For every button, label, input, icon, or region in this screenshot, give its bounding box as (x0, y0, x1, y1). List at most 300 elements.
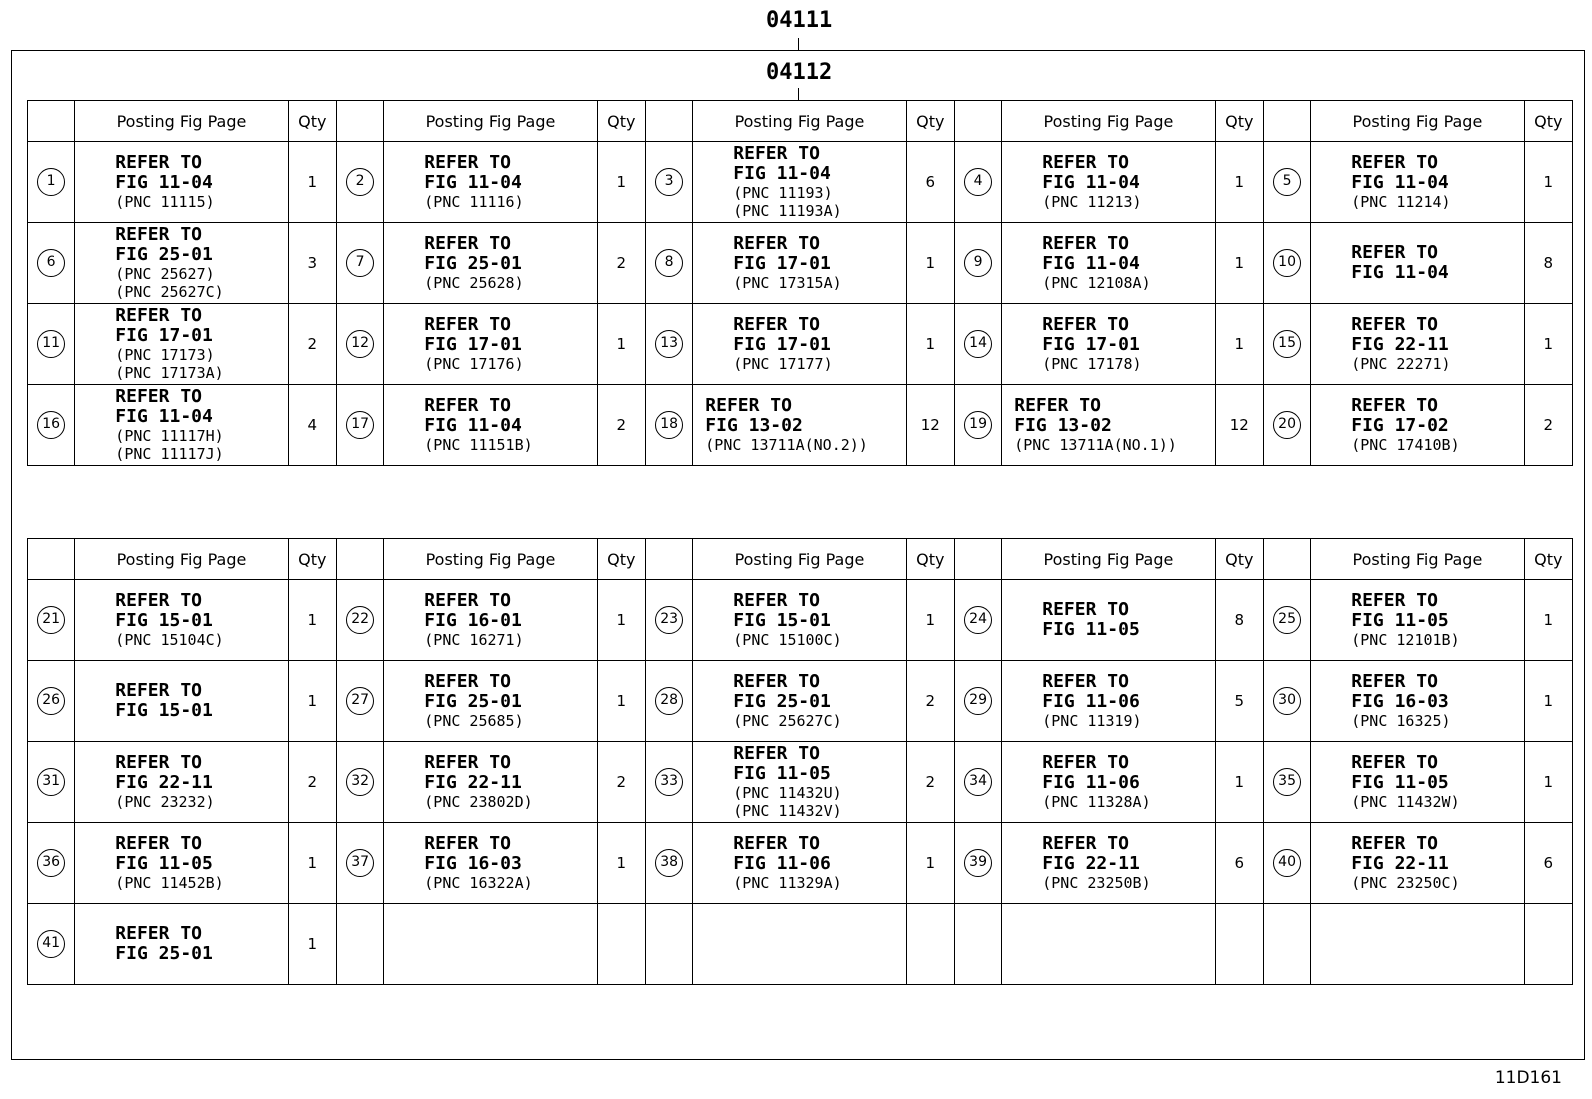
fig-reference: FIG 16-01 (424, 610, 522, 631)
table-row (28, 223, 1573, 304)
item-number-callout: 40 (1273, 849, 1301, 877)
pnc-code: (PNC 17176) (424, 355, 524, 373)
item-number-cell (954, 385, 1001, 466)
qty-value: 12 (920, 416, 940, 434)
refer-to-text: REFER TO (1042, 233, 1129, 254)
header-qty: Qty (288, 539, 336, 580)
fig-reference: FIG 16-03 (424, 853, 522, 874)
item-number-cell (645, 142, 692, 223)
qty-value: 2 (925, 773, 936, 791)
pnc-code: (PNC 17177) (733, 355, 833, 373)
outer-code-leader-line (798, 38, 799, 50)
pnc-code: (PNC 17173) (115, 346, 215, 364)
fig-reference: FIG 17-01 (424, 334, 522, 355)
fig-reference: FIG 15-01 (115, 610, 213, 631)
parts-table-lower (27, 538, 1573, 985)
item-number-callout: 26 (37, 687, 65, 715)
pnc-code: (PNC 17173A) (115, 364, 224, 382)
fig-reference: FIG 11-06 (733, 853, 831, 874)
item-number-callout: 7 (346, 249, 374, 277)
pnc-code: (PNC 17315A) (733, 274, 842, 292)
qty-value: 6 (925, 173, 936, 191)
table-row (28, 385, 1573, 466)
posting-fig-page-cell (1311, 742, 1524, 823)
fig-reference: FIG 17-01 (1042, 334, 1140, 355)
table-row (28, 304, 1573, 385)
item-number-cell (1263, 904, 1310, 985)
item-number-callout: 2 (346, 168, 374, 196)
fig-reference: FIG 13-02 (1014, 415, 1112, 436)
qty-cell (906, 142, 954, 223)
qty-cell (906, 823, 954, 904)
posting-fig-page-cell (1311, 385, 1524, 466)
qty-value: 1 (1234, 773, 1245, 791)
refer-to-text: REFER TO (1351, 671, 1438, 692)
pnc-code: (PNC 11193A) (733, 202, 842, 220)
item-number-callout: 23 (655, 606, 683, 634)
qty-value: 6 (1234, 854, 1245, 872)
item-number-callout: 5 (1273, 168, 1301, 196)
item-number-callout: 9 (964, 249, 992, 277)
qty-cell (906, 580, 954, 661)
refer-to-text: REFER TO (115, 224, 202, 245)
posting-fig-page-cell (75, 223, 288, 304)
qty-value: 1 (925, 611, 936, 629)
qty-value: 1 (307, 692, 318, 710)
pnc-code: (PNC 12101B) (1351, 631, 1460, 649)
fig-reference: FIG 25-01 (115, 244, 213, 265)
fig-reference: FIG 11-05 (1042, 619, 1140, 640)
pnc-code: (PNC 11452B) (115, 874, 224, 892)
item-number-cell (954, 823, 1001, 904)
item-number-cell (954, 580, 1001, 661)
fig-reference: FIG 22-11 (115, 772, 213, 793)
item-number-cell (954, 304, 1001, 385)
refer-to-text: REFER TO (733, 314, 820, 335)
qty-value: 1 (1543, 335, 1554, 353)
refer-to-text: REFER TO (115, 386, 202, 407)
refer-to-text: REFER TO (424, 590, 511, 611)
fig-reference: FIG 25-01 (424, 691, 522, 712)
posting-fig-page-cell (1311, 304, 1524, 385)
qty-cell (597, 742, 645, 823)
refer-to-text: REFER TO (115, 833, 202, 854)
header-index-cell (28, 539, 75, 580)
header-index-cell (645, 539, 692, 580)
table-row (28, 904, 1573, 985)
refer-to-text: REFER TO (115, 752, 202, 773)
refer-to-text: REFER TO (1042, 152, 1129, 173)
qty-cell (288, 142, 336, 223)
pnc-code: (PNC 16271) (424, 631, 524, 649)
header-posting-fig-page: Posting Fig Page (693, 101, 906, 142)
posting-fig-page-cell (693, 304, 906, 385)
fig-reference: FIG 22-11 (1042, 853, 1140, 874)
posting-fig-page-cell (1002, 742, 1215, 823)
posting-fig-page-cell (1002, 580, 1215, 661)
qty-cell (1524, 823, 1572, 904)
fig-reference: FIG 22-11 (424, 772, 522, 793)
posting-fig-page-cell (384, 742, 597, 823)
header-posting-fig-page: Posting Fig Page (1002, 539, 1215, 580)
posting-fig-page-cell (1002, 142, 1215, 223)
posting-fig-page-cell (693, 385, 906, 466)
pnc-code: (PNC 11116) (424, 193, 524, 211)
table-header-row (28, 539, 1573, 580)
pnc-code: (PNC 25627) (115, 265, 215, 283)
qty-cell (1524, 142, 1572, 223)
header-index-cell (645, 101, 692, 142)
header-qty: Qty (906, 539, 954, 580)
header-posting-fig-page: Posting Fig Page (75, 101, 288, 142)
qty-value: 1 (1543, 692, 1554, 710)
item-number-callout: 24 (964, 606, 992, 634)
pnc-code: (PNC 11319) (1042, 712, 1142, 730)
qty-cell (1215, 142, 1263, 223)
header-index-cell (954, 101, 1001, 142)
posting-fig-page-cell (1311, 580, 1524, 661)
posting-fig-page-cell (1311, 661, 1524, 742)
posting-fig-page-cell (384, 223, 597, 304)
refer-to-text: REFER TO (1351, 752, 1438, 773)
qty-value: 2 (307, 773, 318, 791)
qty-cell (906, 661, 954, 742)
pnc-code: (PNC 11117J) (115, 445, 224, 463)
item-number-callout: 13 (655, 330, 683, 358)
refer-to-text: REFER TO (733, 233, 820, 254)
posting-fig-page-cell (1311, 823, 1524, 904)
header-posting-fig-page: Posting Fig Page (1311, 101, 1524, 142)
posting-fig-page-cell (693, 142, 906, 223)
fig-reference: FIG 25-01 (733, 691, 831, 712)
refer-to-text: REFER TO (1042, 599, 1129, 620)
qty-cell (597, 904, 645, 985)
item-number-cell (336, 223, 383, 304)
header-qty: Qty (906, 101, 954, 142)
refer-to-text: REFER TO (424, 395, 511, 416)
refer-to-text: REFER TO (424, 233, 511, 254)
item-number-callout: 25 (1273, 606, 1301, 634)
pnc-code: (PNC 11213) (1042, 193, 1142, 211)
qty-cell (906, 304, 954, 385)
posting-fig-page-cell (384, 661, 597, 742)
item-number-cell (1263, 304, 1310, 385)
table-header-row (28, 101, 1573, 142)
qty-cell (597, 661, 645, 742)
qty-cell (597, 385, 645, 466)
item-number-callout: 3 (655, 168, 683, 196)
qty-cell (1524, 580, 1572, 661)
item-number-callout: 16 (37, 411, 65, 439)
item-number-cell (1263, 580, 1310, 661)
header-posting-fig-page: Posting Fig Page (1002, 101, 1215, 142)
qty-value: 2 (925, 692, 936, 710)
header-posting-fig-page: Posting Fig Page (384, 101, 597, 142)
item-number-callout: 28 (655, 687, 683, 715)
fig-reference: FIG 15-01 (115, 700, 213, 721)
posting-fig-page-cell (384, 304, 597, 385)
posting-fig-page-cell (1002, 223, 1215, 304)
qty-value: 2 (616, 416, 627, 434)
qty-cell (1215, 742, 1263, 823)
pnc-code: (PNC 11432U) (733, 784, 842, 802)
item-number-cell (336, 823, 383, 904)
qty-cell (597, 580, 645, 661)
qty-cell (906, 223, 954, 304)
outer-assembly-code: 04111 (766, 8, 833, 33)
header-qty: Qty (1215, 101, 1263, 142)
fig-reference: FIG 11-04 (1351, 172, 1449, 193)
fig-reference: FIG 11-05 (115, 853, 213, 874)
fig-reference: FIG 15-01 (733, 610, 831, 631)
item-number-cell (645, 580, 692, 661)
qty-value: 1 (307, 173, 318, 191)
table-row (28, 823, 1573, 904)
fig-reference: FIG 11-05 (1351, 772, 1449, 793)
refer-to-text: REFER TO (115, 305, 202, 326)
table-row (28, 142, 1573, 223)
item-number-cell (336, 304, 383, 385)
qty-value: 1 (307, 854, 318, 872)
pnc-code: (PNC 11117H) (115, 427, 224, 445)
posting-fig-page-cell (1002, 385, 1215, 466)
item-number-cell (1263, 742, 1310, 823)
pnc-code: (PNC 15100C) (733, 631, 842, 649)
qty-value: 1 (616, 854, 627, 872)
table-row (28, 742, 1573, 823)
pnc-code: (PNC 11328A) (1042, 793, 1151, 811)
pnc-code: (PNC 11151B) (424, 436, 533, 454)
item-number-cell (336, 385, 383, 466)
posting-fig-page-cell (693, 223, 906, 304)
refer-to-text: REFER TO (733, 590, 820, 611)
item-number-cell (1263, 661, 1310, 742)
refer-to-text: REFER TO (1351, 314, 1438, 335)
qty-value: 1 (616, 335, 627, 353)
item-number-callout: 17 (346, 411, 374, 439)
fig-reference: FIG 17-01 (115, 325, 213, 346)
item-number-callout: 4 (964, 168, 992, 196)
qty-cell (288, 580, 336, 661)
item-number-cell (28, 823, 75, 904)
posting-fig-page-cell (384, 580, 597, 661)
pnc-code: (PNC 22271) (1351, 355, 1451, 373)
qty-cell (1524, 304, 1572, 385)
qty-value: 1 (307, 611, 318, 629)
header-qty: Qty (597, 101, 645, 142)
pnc-code: (PNC 25627C) (115, 283, 224, 301)
qty-cell (288, 823, 336, 904)
refer-to-text: REFER TO (115, 680, 202, 701)
refer-to-text: REFER TO (424, 833, 511, 854)
refer-to-text: REFER TO (733, 143, 820, 164)
pnc-code: (PNC 23250B) (1042, 874, 1151, 892)
item-number-cell (645, 823, 692, 904)
item-number-callout: 14 (964, 330, 992, 358)
qty-cell (906, 742, 954, 823)
qty-cell (1524, 223, 1572, 304)
posting-fig-page-cell (693, 580, 906, 661)
item-number-cell (954, 661, 1001, 742)
pnc-code: (PNC 11432V) (733, 802, 842, 820)
header-index-cell (954, 539, 1001, 580)
fig-reference: FIG 22-11 (1351, 853, 1449, 874)
item-number-callout: 34 (964, 768, 992, 796)
pnc-code: (PNC 15104C) (115, 631, 224, 649)
item-number-callout: 39 (964, 849, 992, 877)
qty-value: 1 (925, 335, 936, 353)
item-number-callout: 1 (37, 168, 65, 196)
refer-to-text: REFER TO (733, 743, 820, 764)
item-number-callout: 20 (1273, 411, 1301, 439)
refer-to-text: REFER TO (424, 152, 511, 173)
posting-fig-page-cell (75, 580, 288, 661)
refer-to-text: REFER TO (1042, 671, 1129, 692)
header-qty: Qty (1215, 539, 1263, 580)
pnc-code: (PNC 25627C) (733, 712, 842, 730)
header-qty: Qty (1524, 539, 1572, 580)
fig-reference: FIG 11-04 (424, 172, 522, 193)
refer-to-text: REFER TO (1042, 833, 1129, 854)
fig-reference: FIG 11-04 (1351, 262, 1449, 283)
refer-to-text: REFER TO (1042, 314, 1129, 335)
fig-reference: FIG 16-03 (1351, 691, 1449, 712)
qty-value: 2 (616, 254, 627, 272)
inner-assembly-code: 04112 (766, 60, 833, 85)
item-number-cell (336, 142, 383, 223)
fig-reference: FIG 17-02 (1351, 415, 1449, 436)
qty-cell (1215, 385, 1263, 466)
table-row (28, 661, 1573, 742)
fig-reference: FIG 17-01 (733, 253, 831, 274)
header-qty: Qty (597, 539, 645, 580)
qty-value: 2 (616, 773, 627, 791)
refer-to-text: REFER TO (1042, 752, 1129, 773)
posting-fig-page-cell (1311, 223, 1524, 304)
item-number-cell (28, 142, 75, 223)
item-number-cell (336, 661, 383, 742)
posting-fig-page-cell (384, 385, 597, 466)
item-number-cell (28, 661, 75, 742)
qty-value: 1 (616, 173, 627, 191)
qty-cell (1215, 823, 1263, 904)
header-index-cell (336, 539, 383, 580)
fig-reference: FIG 25-01 (115, 943, 213, 964)
qty-value: 3 (307, 254, 318, 272)
header-posting-fig-page: Posting Fig Page (1311, 539, 1524, 580)
header-index-cell (28, 101, 75, 142)
header-posting-fig-page: Posting Fig Page (693, 539, 906, 580)
posting-fig-page-cell (75, 304, 288, 385)
posting-fig-page-cell (384, 904, 597, 985)
qty-cell (1524, 661, 1572, 742)
pnc-code: (PNC 17178) (1042, 355, 1142, 373)
qty-value: 1 (616, 611, 627, 629)
refer-to-text: REFER TO (115, 590, 202, 611)
drawing-code: 11D161 (1494, 1068, 1562, 1088)
pnc-code: (PNC 17410B) (1351, 436, 1460, 454)
item-number-cell (954, 742, 1001, 823)
qty-cell (597, 823, 645, 904)
refer-to-text: REFER TO (1351, 242, 1438, 263)
item-number-callout: 19 (964, 411, 992, 439)
pnc-code: (PNC 11329A) (733, 874, 842, 892)
posting-fig-page-cell (693, 904, 906, 985)
item-number-cell (1263, 142, 1310, 223)
qty-cell (1215, 223, 1263, 304)
item-number-callout: 12 (346, 330, 374, 358)
fig-reference: FIG 11-04 (115, 172, 213, 193)
posting-fig-page-cell (693, 661, 906, 742)
item-number-callout: 35 (1273, 768, 1301, 796)
item-number-cell (1263, 385, 1310, 466)
qty-value: 6 (1543, 854, 1554, 872)
qty-value: 1 (1543, 173, 1554, 191)
posting-fig-page-cell (75, 823, 288, 904)
qty-value: 1 (925, 254, 936, 272)
qty-cell (597, 142, 645, 223)
item-number-callout: 33 (655, 768, 683, 796)
refer-to-text: REFER TO (1351, 152, 1438, 173)
fig-reference: FIG 11-06 (1042, 691, 1140, 712)
pnc-code: (PNC 12108A) (1042, 274, 1151, 292)
qty-value: 1 (1543, 611, 1554, 629)
header-qty: Qty (288, 101, 336, 142)
qty-cell (288, 661, 336, 742)
item-number-cell (28, 904, 75, 985)
posting-fig-page-cell (75, 904, 288, 985)
qty-cell (288, 742, 336, 823)
posting-fig-page-cell (384, 142, 597, 223)
refer-to-text: REFER TO (115, 923, 202, 944)
posting-fig-page-cell (75, 385, 288, 466)
item-number-cell (336, 742, 383, 823)
item-number-callout: 6 (37, 249, 65, 277)
qty-value: 1 (1543, 773, 1554, 791)
inner-code-leader-line (798, 88, 799, 100)
refer-to-text: REFER TO (1351, 590, 1438, 611)
item-number-cell (645, 385, 692, 466)
pnc-code: (PNC 11432W) (1351, 793, 1460, 811)
item-number-cell (645, 223, 692, 304)
qty-cell (1215, 304, 1263, 385)
item-number-callout: 29 (964, 687, 992, 715)
pnc-code: (PNC 16322A) (424, 874, 533, 892)
qty-cell (1215, 661, 1263, 742)
item-number-callout: 10 (1273, 249, 1301, 277)
item-number-callout: 21 (37, 606, 65, 634)
qty-cell (1215, 580, 1263, 661)
item-number-callout: 22 (346, 606, 374, 634)
item-number-cell (28, 304, 75, 385)
qty-value: 12 (1229, 416, 1249, 434)
item-number-cell (1263, 823, 1310, 904)
pnc-code: (PNC 13711A(NO.2)) (705, 436, 868, 454)
qty-cell (1524, 385, 1572, 466)
refer-to-text: REFER TO (733, 671, 820, 692)
table-row (28, 580, 1573, 661)
fig-reference: FIG 11-05 (733, 763, 831, 784)
fig-reference: FIG 11-04 (424, 415, 522, 436)
posting-fig-page-cell (693, 823, 906, 904)
refer-to-text: REFER TO (705, 395, 792, 416)
header-index-cell (1263, 539, 1310, 580)
item-number-cell (28, 580, 75, 661)
pnc-code: (PNC 23802D) (424, 793, 533, 811)
qty-cell (906, 385, 954, 466)
qty-value: 2 (1543, 416, 1554, 434)
refer-to-text: REFER TO (1351, 833, 1438, 854)
